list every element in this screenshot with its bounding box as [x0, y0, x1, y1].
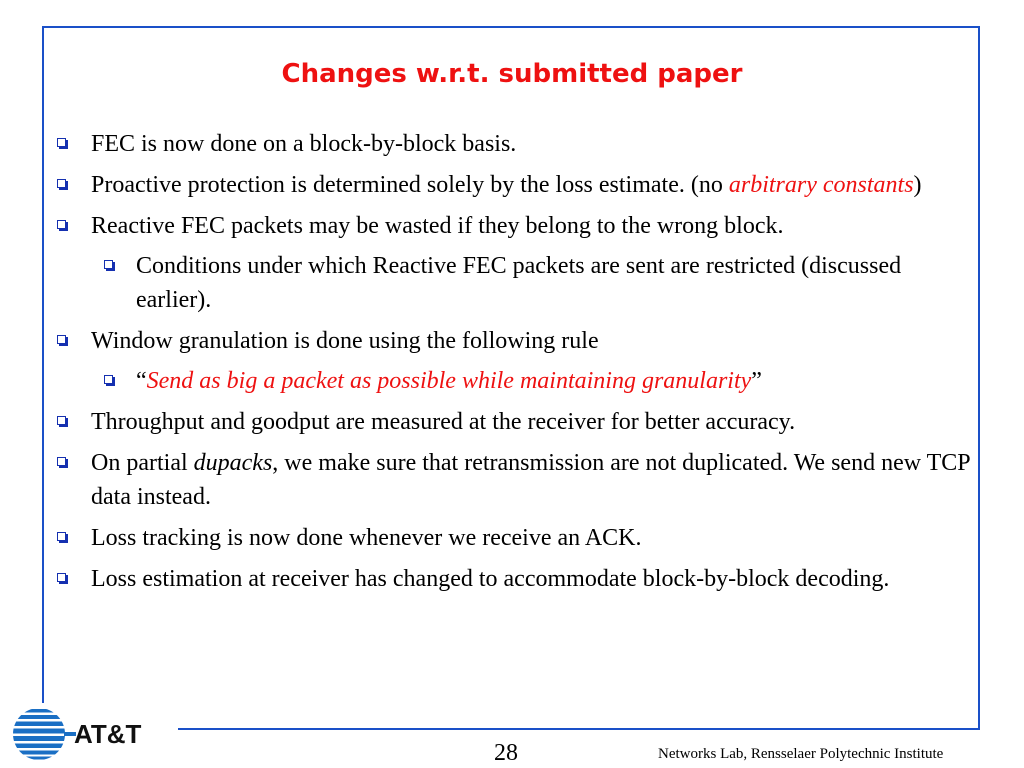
- logo-text: AT&T: [74, 719, 142, 749]
- bullet-text: Reactive FEC packets may be wasted if they belong to the wrong block.: [91, 213, 784, 239]
- quote-mark: “: [136, 368, 147, 394]
- square-bullet-icon: [104, 375, 113, 384]
- bullet-text: On partial: [91, 450, 194, 476]
- globe-icon: [13, 708, 65, 760]
- bullet-item: [52, 446, 972, 514]
- slide-title: Changes w.r.t. submitted paper: [281, 59, 743, 89]
- square-bullet-icon: [57, 573, 66, 582]
- bullet-item: [52, 405, 972, 439]
- bullet-item: [52, 209, 972, 243]
- page-number: 28: [494, 740, 518, 766]
- emphasis-text: arbitrary constants: [728, 172, 914, 198]
- sub-bullet-item: [52, 364, 972, 398]
- footer-text: Networks Lab, Rensselaer Polytechnic Institute: [658, 746, 944, 762]
- square-bullet-icon: [57, 457, 66, 466]
- bullet-list: [52, 127, 972, 596]
- square-bullet-icon: [57, 416, 66, 425]
- bullet-text: Loss estimation at receiver has changed to accommodate block-by-block decoding.: [91, 566, 890, 592]
- bullet-text: Proactive protection is determined solely by the loss estimate. (no: [91, 172, 729, 198]
- square-bullet-icon: [57, 179, 66, 188]
- bullet-text: , we make sure that retransmission are not duplicated. We send new TCP data instead.: [91, 450, 970, 510]
- bullet-item: [52, 562, 972, 596]
- sub-bullet-item: [52, 249, 972, 317]
- emphasis-text: Send as big a packet as possible while maintaining granularity: [146, 368, 752, 394]
- square-bullet-icon: [57, 220, 66, 229]
- square-bullet-icon: [57, 335, 66, 344]
- bullet-item: [52, 127, 972, 161]
- bullet-item: [52, 324, 972, 358]
- bullet-text: Conditions under which Reactive FEC packets are sent are restricted (discussed earlier).: [136, 253, 902, 313]
- bullet-text: FEC is now done on a block-by-block basis.: [91, 131, 517, 157]
- bullet-item: [52, 168, 972, 202]
- emphasis-text: dupacks: [193, 450, 273, 476]
- square-bullet-icon: [57, 138, 66, 147]
- att-logo: [8, 703, 178, 765]
- bullet-text: Loss tracking is now done whenever we receive an ACK.: [91, 525, 642, 551]
- quote-mark: ”: [751, 368, 762, 394]
- bullet-text: ): [913, 172, 922, 198]
- bullet-text: Window granulation is done using the following rule: [91, 328, 599, 354]
- bullet-text: Throughput and goodput are measured at the receiver for better accuracy.: [91, 409, 796, 435]
- square-bullet-icon: [57, 532, 66, 541]
- bullet-item: [52, 521, 972, 555]
- square-bullet-icon: [104, 260, 113, 269]
